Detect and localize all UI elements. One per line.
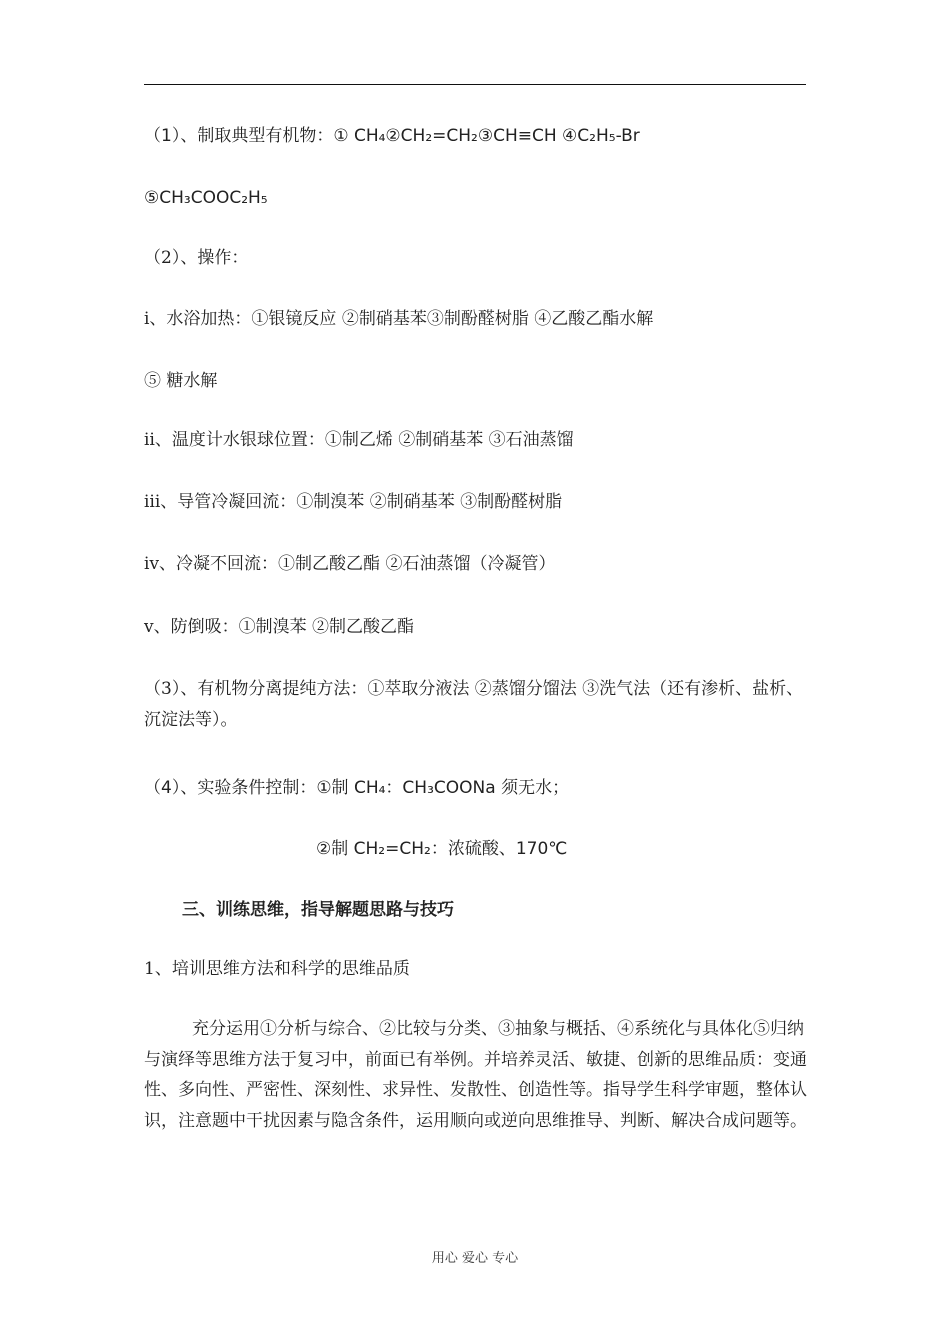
text-line-6: ⅱ、温度计水银球位置：①制乙烯 ②制硝基苯 ③石油蒸馏 xyxy=(144,430,574,450)
text-line-conditions-2: ②制 CH₂=CH₂：浓硫酸、170℃ xyxy=(316,839,568,859)
text-paragraph-separation: （3）、有机物分离提纯方法：①萃取分液法 ②蒸馏分馏法 ③洗气法（还有渗析、盐析、沉淀法等）。 xyxy=(144,679,804,730)
text-paragraph-thinking: 充分运用①分析与综合、②比较与分类、③抽象与概括、④系统化与具体化⑤归纳与演绎等思维方法于复习中，前面已有举例。并培养灵活、敏捷、创新的思维品质：变通性、多向性、严密性、深刻性、求异性、发散性、创造性等。指导学生科学审题，整体认识，注意题中干扰因素与隐含条件，运用顺向或逆向思维推导、判断、解决合成问题等。 xyxy=(144,1019,807,1131)
page-footer: 用心 爱心 专心 xyxy=(431,1251,519,1266)
text-line-8: ⅳ、冷凝不回流：①制乙酸乙酯 ②石油蒸馏（冷凝管） xyxy=(144,554,556,574)
text-line-5: ⑤ 糖水解 xyxy=(144,371,218,391)
text-line-3: （2）、操作： xyxy=(144,248,249,268)
header-rule xyxy=(144,84,806,85)
text-line-9: ⅴ、防倒吸：①制溴苯 ②制乙酸乙酯 xyxy=(144,617,415,637)
subsection-heading: 1、培训思维方法和科学的思维品质 xyxy=(144,959,410,979)
section-heading: 三、训练思维，指导解题思路与技巧 xyxy=(182,900,454,920)
text-line-4: ⅰ、水浴加热：①银镜反应 ②制硝基苯③制酚醛树脂 ④乙酸乙酯水解 xyxy=(144,309,654,329)
text-line-conditions: （4）、实验条件控制：①制 CH₄：CH₃COONa 须无水； xyxy=(144,778,570,798)
text-line-7: ⅲ、导管冷凝回流：①制溴苯 ②制硝基苯 ③制酚醛树脂 xyxy=(144,492,563,512)
text-line-1: （1）、制取典型有机物：① CH₄②CH₂=CH₂③CH≡CH ④C₂H₅-Br xyxy=(144,126,640,146)
text-line-2: ⑤CH₃COOC₂H₅ xyxy=(144,188,268,208)
